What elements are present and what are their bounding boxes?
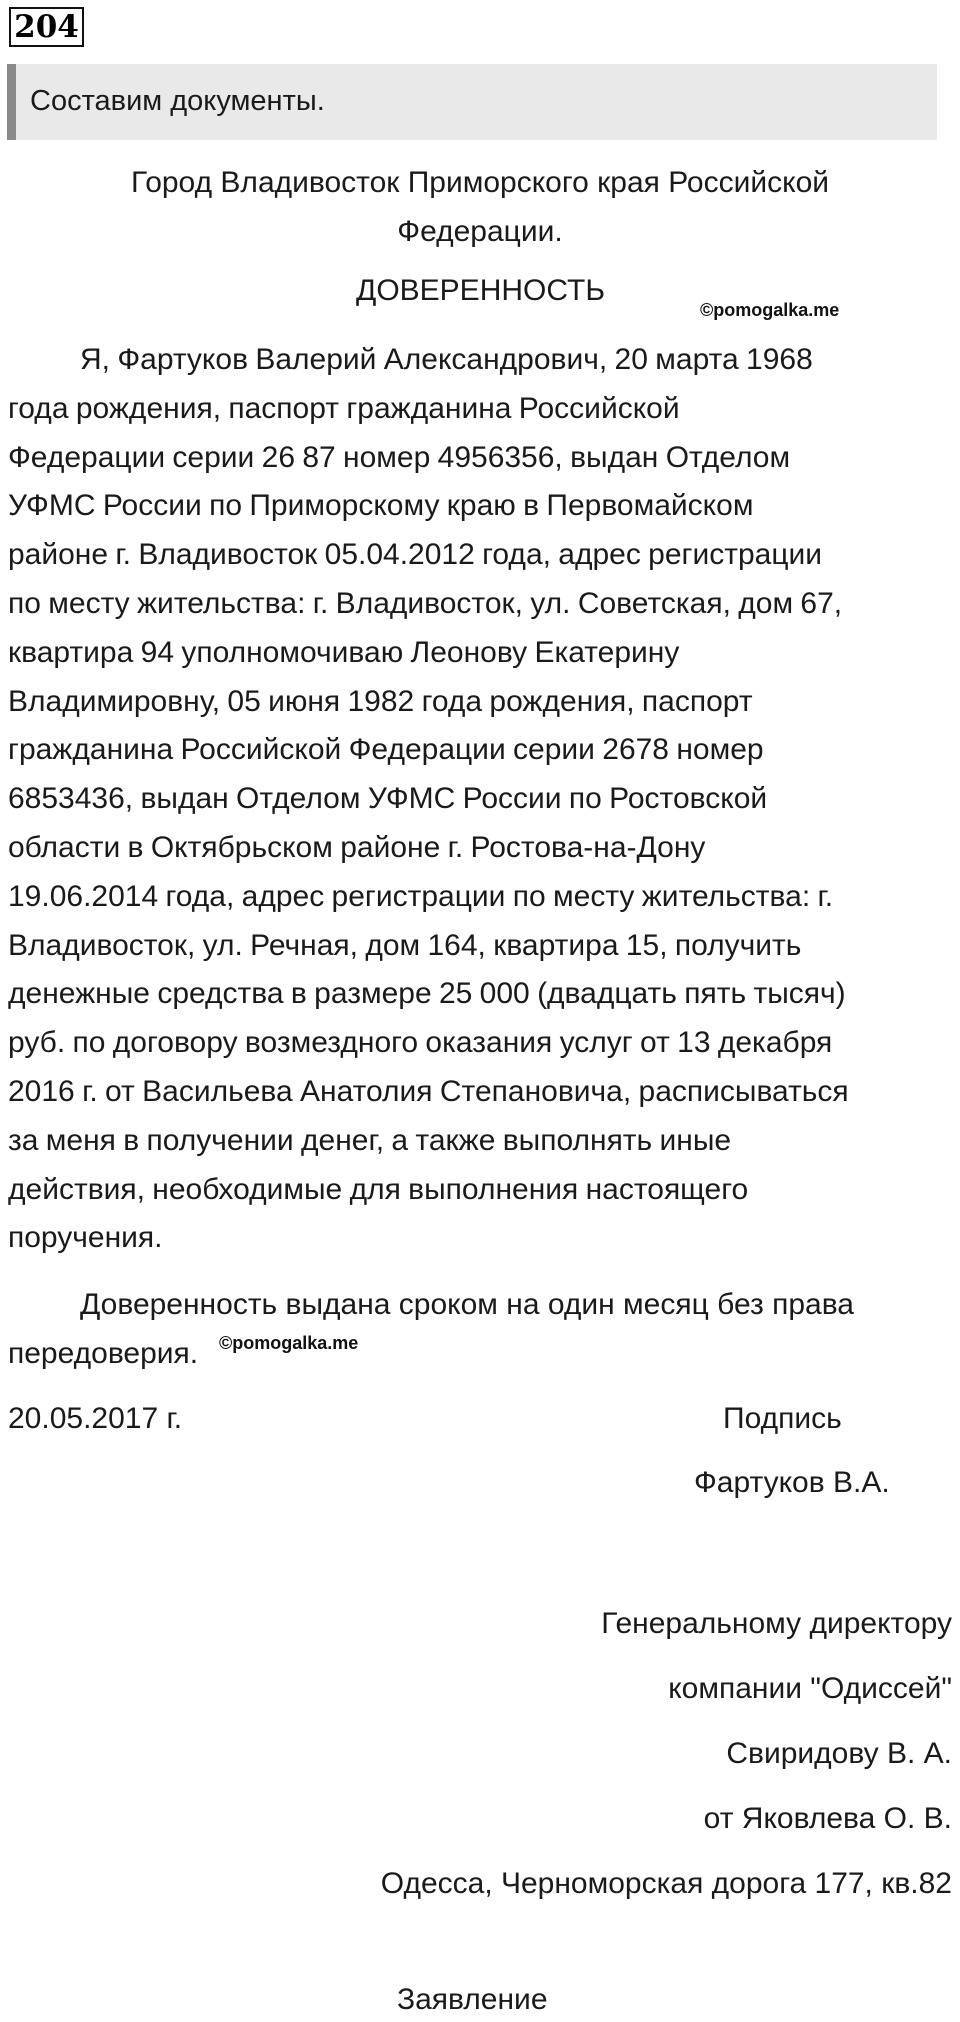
watermark-top: ©pomogalka.me — [700, 300, 840, 320]
power-of-attorney-body — [8, 336, 952, 1263]
body-line: Владивосток, ул. Речная, дом 164, квартира 15, получить — [8, 928, 802, 962]
validity-line-1: Доверенность выдана сроком на один месяц без права — [80, 1288, 854, 1321]
city-line-2: Федерации. — [397, 215, 563, 248]
body-line: Я, Фартуков Валерий Александрович, 20 марта 1968 — [80, 343, 813, 376]
body-line: районе г. Владивосток 05.04.2012 года, адрес регистрации — [8, 538, 823, 572]
addressee-line-3: Свиридову В. А. — [726, 1737, 952, 1770]
body-line: квартира 94 уполномочиваю Леонову Екатерину — [8, 635, 680, 669]
validity-paragraph — [8, 1280, 952, 1378]
body-line: Владимировну, 05 июня 1982 года рождения, паспорт — [8, 684, 753, 718]
watermark-bottom: ©pomogalka.me — [219, 1333, 359, 1353]
statement-title: Заявление — [397, 1983, 548, 2016]
city-line-1: Город Владивосток Приморского края Российской — [130, 166, 830, 199]
validity-line-2: передоверия. — [8, 1337, 199, 1370]
body-line: действия, необходимые для выполнения настоящего — [8, 1172, 749, 1206]
document-title: ДОВЕРЕННОСТЬ — [356, 274, 606, 307]
body-line: Федерации серии 26 87 номер 4956356, выдан Отделом — [8, 440, 791, 474]
body-line: 2016 г. от Васильева Анатолия Степановича, расписываться — [8, 1074, 849, 1108]
addressee-block — [381, 1591, 952, 1916]
city-header — [0, 158, 960, 256]
body-line: за меня в получении денег, а также выполнять иные — [8, 1123, 732, 1157]
body-line: руб. по договору возмездного оказания услуг от 13 декабря — [8, 1026, 833, 1060]
addressee-line-2: компании "Одиссей" — [668, 1672, 952, 1705]
signature-label: Подпись — [723, 1402, 842, 1435]
body-line: 19.06.2014 года, адрес регистрации по месту жительства: г. — [8, 879, 834, 913]
body-line: области в Октябрьском районе г. Ростова-на-Дону — [8, 830, 706, 864]
document-date: 20.05.2017 г. — [8, 1402, 183, 1435]
body-line: поручения. — [8, 1221, 163, 1255]
body-line: денежные средства в размере 25 000 (двадцать пять тысяч) — [8, 977, 846, 1011]
body-line: гражданина Российской Федерации серии 2678 номер — [8, 733, 764, 767]
signer-name: Фартуков В.А. — [694, 1466, 890, 1499]
addressee-line-1: Генеральному директору — [601, 1607, 952, 1640]
body-line: года рождения, паспорт гражданина Российской — [8, 391, 680, 425]
body-line: УФМС России по Приморскому краю в Первомайском — [8, 489, 754, 523]
body-line: 6853436, выдан Отделом УФМС России по Ростовской — [8, 782, 768, 816]
intro-text: Составим документы. — [30, 85, 325, 117]
intro-callout — [7, 64, 937, 140]
body-line: по месту жительства: г. Владивосток, ул. Советская, дом 67, — [8, 586, 843, 620]
addressee-line-4: от Яковлева О. В. — [703, 1802, 952, 1835]
task-number-badge: 204 — [9, 7, 84, 47]
addressee-line-5: Одесса, Черноморская дорога 177, кв.82 — [380, 1867, 952, 1900]
